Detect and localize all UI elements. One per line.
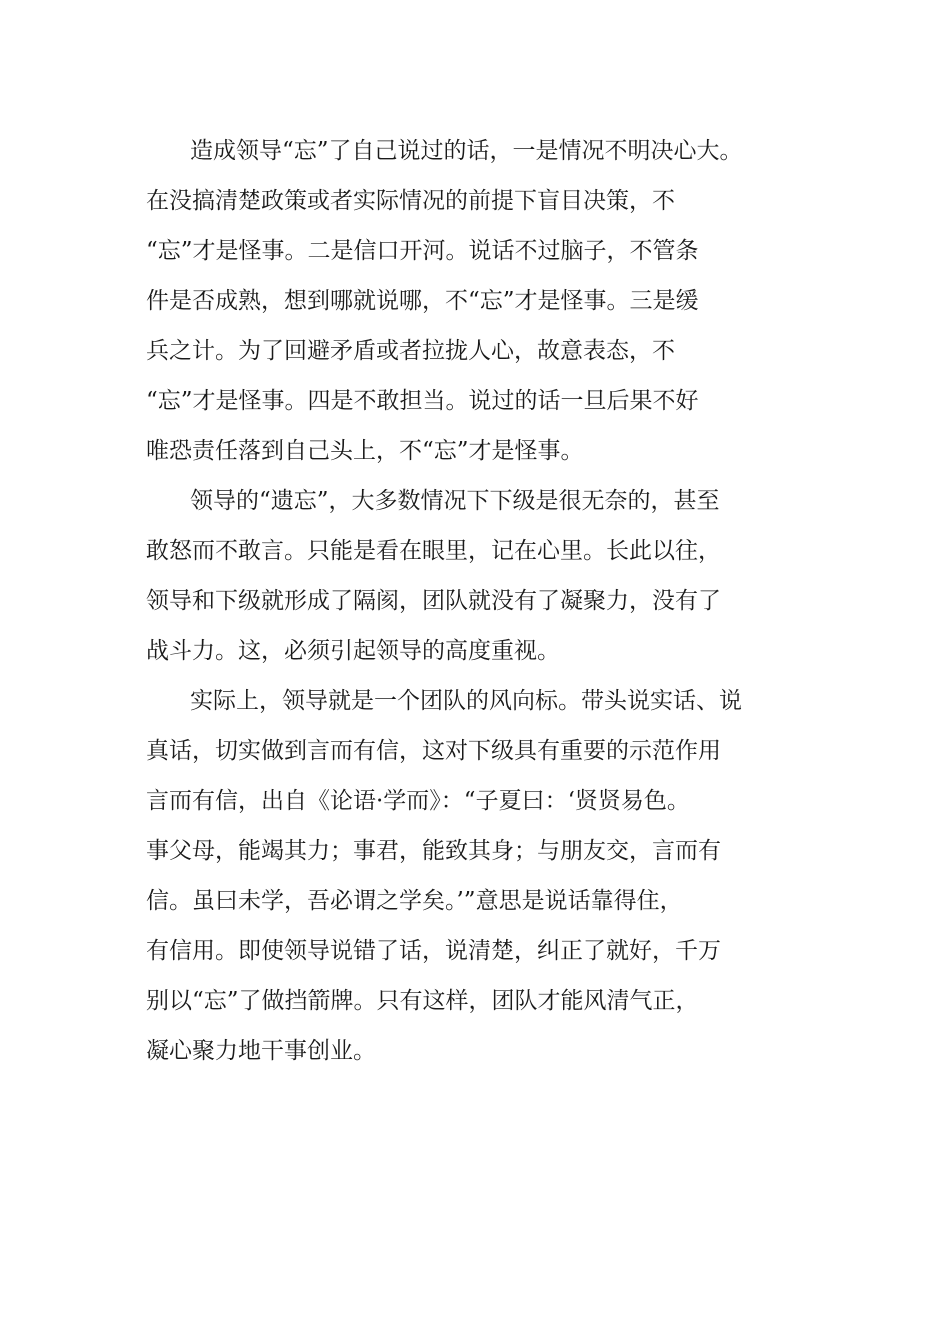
paragraph-1-line-2: 在没搞清楚政策或者实际情况的前提下盲目决策，不 [146,188,675,214]
paragraph-3-line-4: 事父母，能竭其力；事君，能致其身；与朋友交，言而有 [146,838,721,864]
paragraph-1-line-6: “忘”才是怪事。四是不敢担当。说过的话一旦后果不好 [146,388,699,414]
paragraph-2-line-2: 敢怒而不敢言。只能是看在眼里，记在心里。长此以往， [146,538,721,564]
paragraph-3-line-6: 有信用。即使领导说错了话，说清楚，纠正了就好，千万 [146,938,721,964]
paragraph-3-line-3: 言而有信，出自《论语·学而》：“子夏曰：‘贤贤易色。 [146,788,690,814]
paragraph-2-line-1: 领导的“遗忘”，大多数情况下下级是很无奈的，甚至 [190,488,720,514]
paragraph-3-line-7: 别以“忘”了做挡箭牌。只有这样，团队才能风清气正， [146,988,699,1014]
paragraph-1-line-7: 唯恐责任落到自己头上，不“忘”才是怪事。 [146,438,584,464]
paragraph-3-line-8: 凝心聚力地干事创业。 [146,1038,376,1064]
paragraph-3-line-2: 真话，切实做到言而有信，这对下级具有重要的示范作用 [146,738,721,764]
paragraph-3-line-5: 信。虽曰未学，吾必谓之学矣。’”意思是说话靠得住， [146,888,683,914]
paragraph-3-line-1: 实际上，领导就是一个团队的风向标。带头说实话、说 [190,688,742,714]
body-text [146,126,836,1076]
paragraph-1-line-4: 件是否成熟，想到哪就说哪，不“忘”才是怪事。三是缓 [146,288,699,314]
paragraph-2-line-3: 领导和下级就形成了隔阂，团队就没有了凝聚力，没有了 [146,588,721,614]
paragraph-1-line-1: 造成领导“忘”了自己说过的话，一是情况不明决心大。 [190,138,743,164]
paragraph-2-line-4: 战斗力。这，必须引起领导的高度重视。 [146,638,560,664]
paragraph-1-line-5: 兵之计。为了回避矛盾或者拉拢人心，故意表态，不 [146,338,675,364]
paragraph-1-line-3: “忘”才是怪事。二是信口开河。说话不过脑子，不管条 [146,238,699,264]
